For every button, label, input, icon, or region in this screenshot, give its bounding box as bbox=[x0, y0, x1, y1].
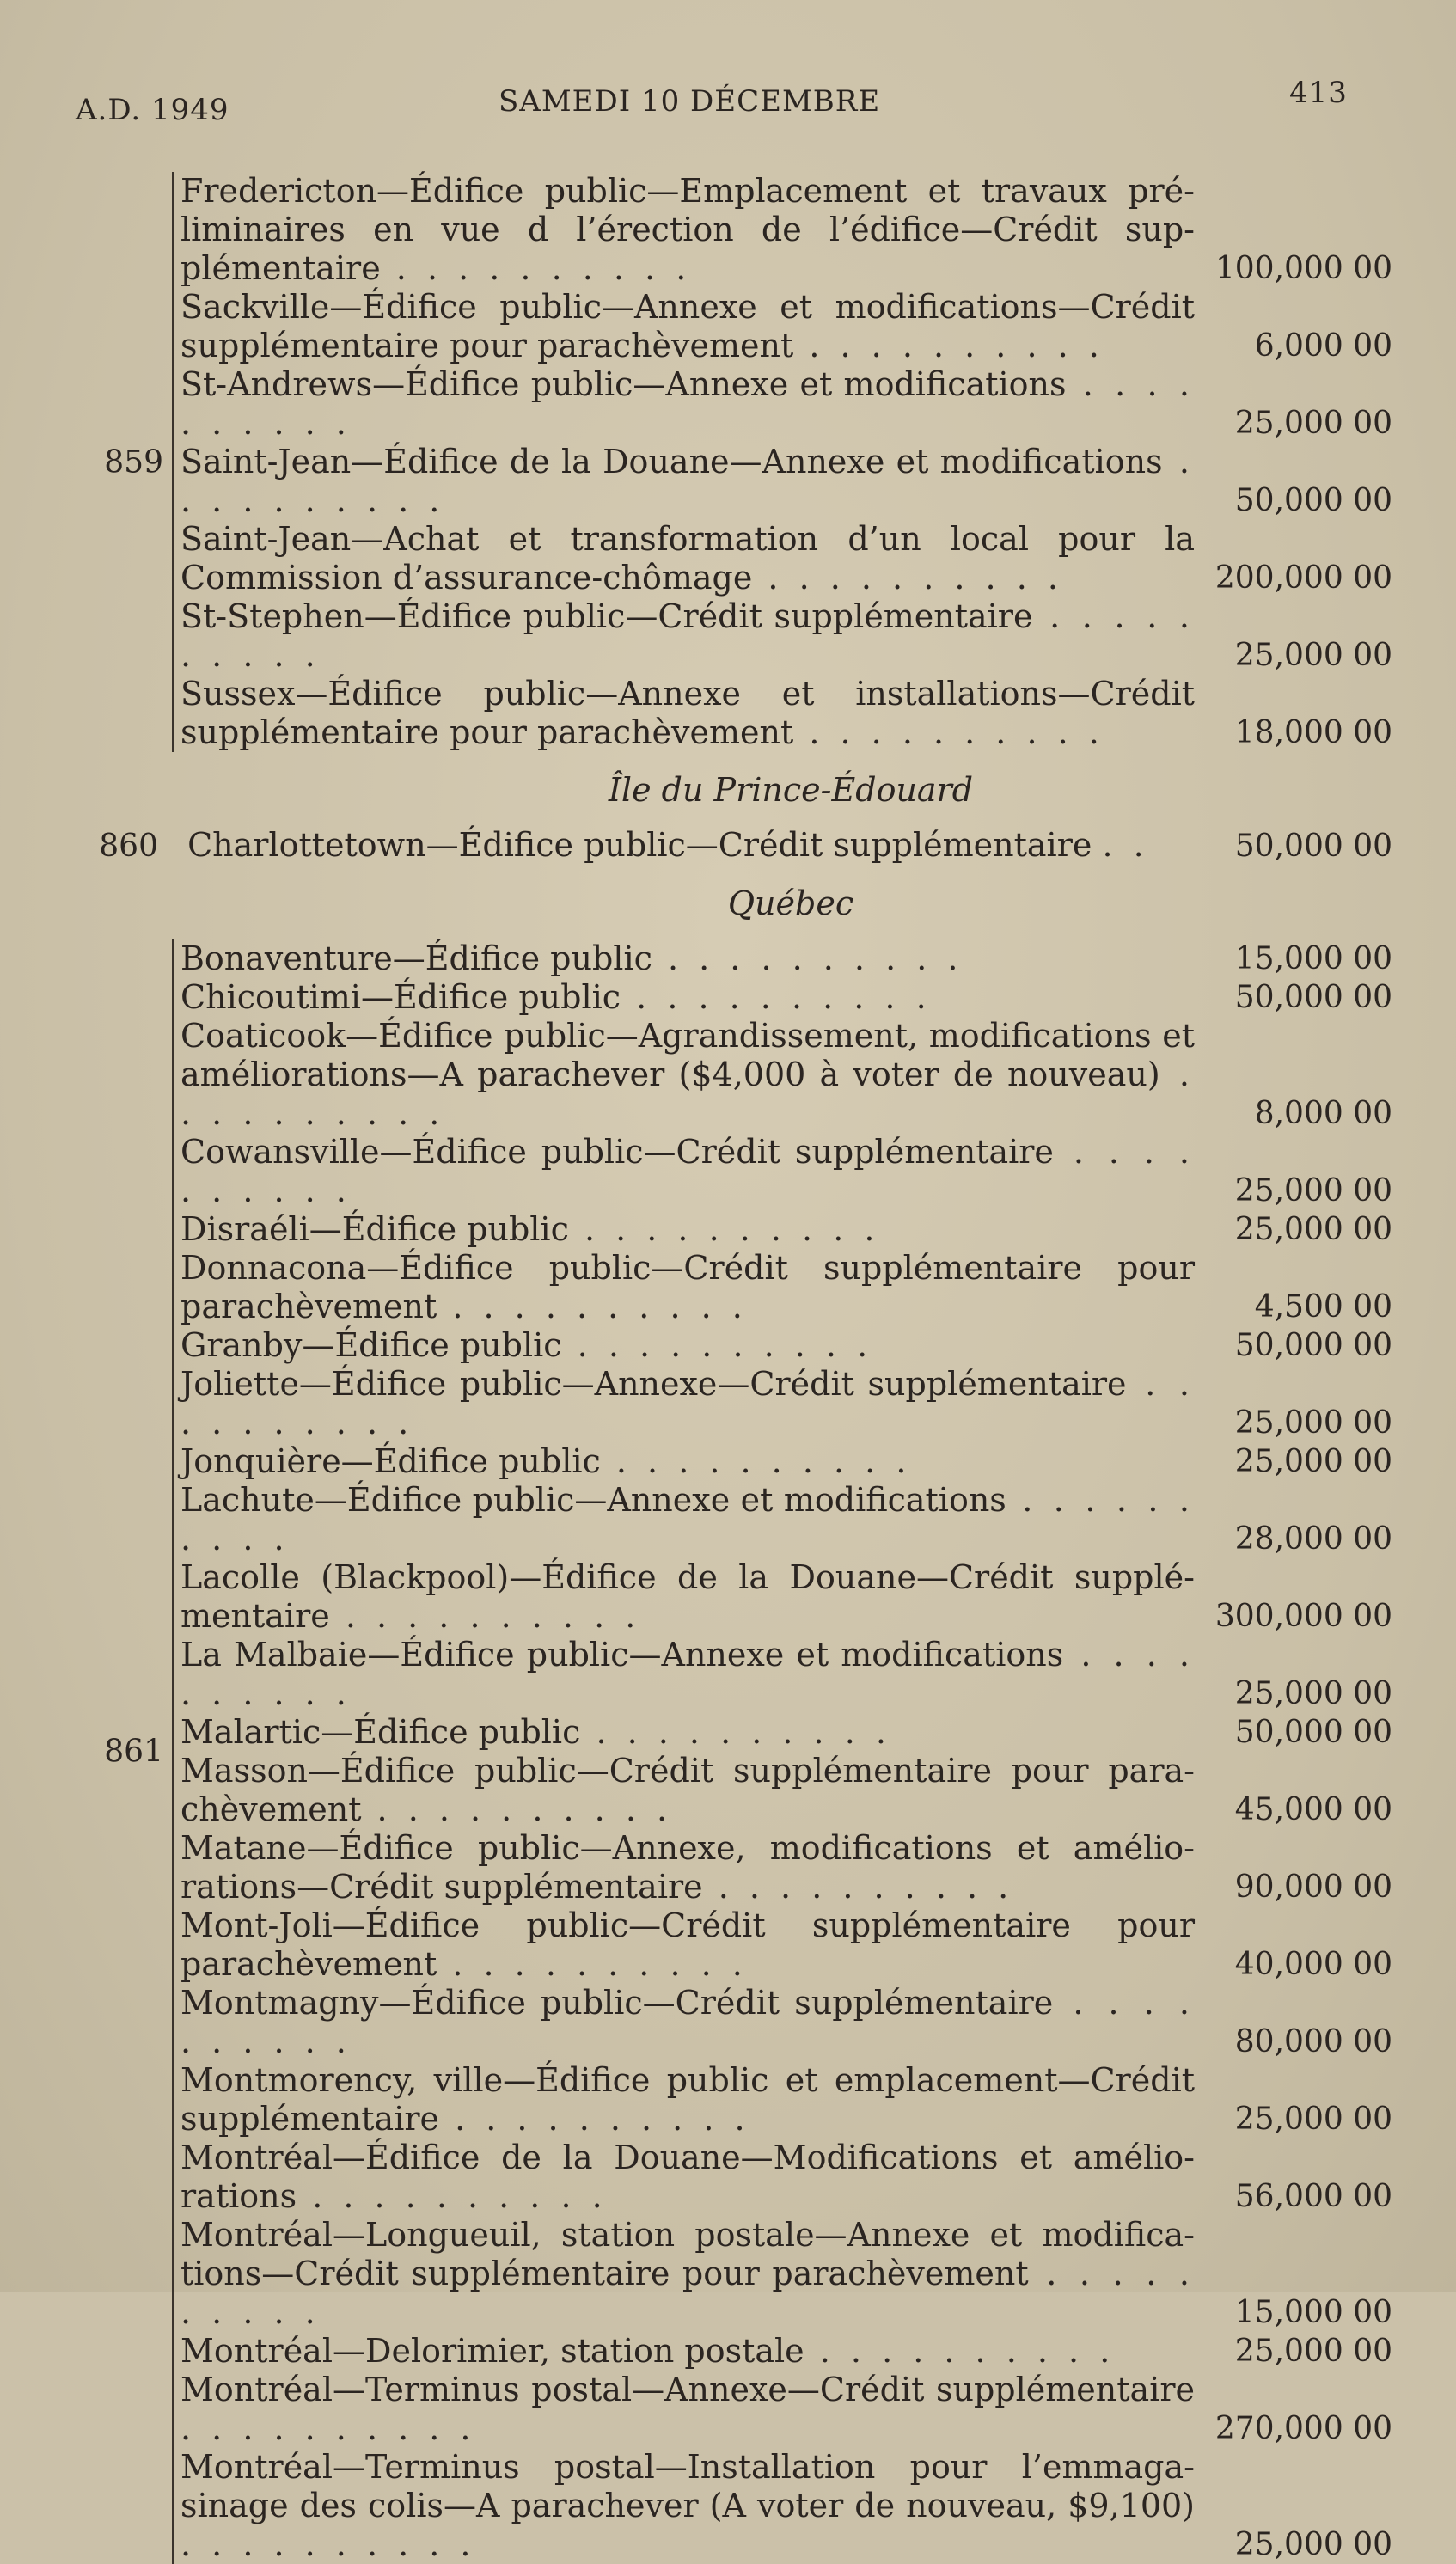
leader-dots: . . . . . . . . . . bbox=[804, 2332, 1116, 2370]
entry-description: Lachute—Édifice public—Annexe et modifications bbox=[180, 1481, 1006, 1519]
estimate-entry bbox=[180, 1984, 1392, 2061]
entry-text bbox=[180, 2139, 1195, 2216]
entry-text bbox=[180, 2448, 1195, 2564]
entry-amount: 270,000 00 bbox=[1214, 2411, 1392, 2446]
entry-amount: 25,000 00 bbox=[1234, 2102, 1392, 2137]
section-title-quebec: Québec bbox=[727, 884, 854, 922]
vote-number: 860 bbox=[99, 829, 158, 864]
leader-dots: . . . . . . . . . . bbox=[361, 1790, 673, 1828]
entry-description: Montréal—Delorimier, station postale bbox=[180, 2332, 804, 2370]
estimate-entry bbox=[180, 1481, 1392, 1558]
entry-amount: 25,000 00 bbox=[1234, 2334, 1392, 2369]
leader-dots: . . . . . . . . . . bbox=[180, 1133, 1195, 1209]
estimate-entry bbox=[180, 1558, 1392, 1636]
entry-text bbox=[180, 172, 1195, 288]
entry-text bbox=[180, 1133, 1195, 1210]
estimate-entry bbox=[180, 1365, 1392, 1442]
entry-description: Lacolle (Blackpool)—Édifice de la Douane—Crédit supplémentaire bbox=[180, 1558, 1195, 1635]
entry-description: Montréal—Terminus postal—Annexe—Crédit supplémentaire bbox=[180, 2371, 1195, 2408]
leader-dots: . . . . . . . . . . bbox=[180, 2525, 476, 2563]
estimate-entry bbox=[180, 2216, 1392, 2332]
leader-dots: . . . . . . . . . . bbox=[793, 327, 1104, 364]
entry-description: Donnacona—Édifice public—Crédit supplémentaire pour parachèvement bbox=[180, 1249, 1195, 1325]
leader-dots: . . . . . . . . . . bbox=[568, 1210, 880, 1248]
entry-amount: 18,000 00 bbox=[1234, 715, 1392, 750]
entry-amount: 56,000 00 bbox=[1234, 2179, 1392, 2214]
estimate-entry bbox=[180, 172, 1392, 288]
estimate-entry bbox=[180, 1133, 1392, 1210]
entry-amount: 15,000 00 bbox=[1234, 941, 1392, 976]
page-header bbox=[0, 76, 1456, 127]
entry-amount: 90,000 00 bbox=[1234, 1869, 1392, 1905]
leader-dots: . . . . . . . . . . bbox=[180, 2255, 1195, 2331]
estimate-entry bbox=[180, 1326, 1392, 1365]
leader-dots: . . . . . . . . . . bbox=[580, 1713, 891, 1751]
entry-text bbox=[180, 597, 1195, 675]
entry-description: Montréal—Longueuil, station postale—Annexe et modifications—Crédit supplémentaire pour parachèvement bbox=[180, 2216, 1195, 2292]
estimate-entry bbox=[180, 365, 1392, 443]
entry-description: La Malbaie—Édifice public—Annexe et modifications bbox=[180, 1636, 1064, 1674]
entry-description: Saint-Jean—Édifice de la Douane—Annexe et modifications bbox=[180, 443, 1163, 480]
leader-dots: . . . . . . . . . . bbox=[180, 443, 1195, 519]
leader-dots: . . . . . . . . . . bbox=[652, 939, 964, 977]
entry-charlottetown bbox=[86, 826, 1392, 866]
entry-amount: 100,000 00 bbox=[1214, 251, 1392, 286]
leader-dots: . . . . . . . . . . bbox=[329, 1597, 641, 1635]
entry-text bbox=[180, 365, 1195, 443]
estimate-entry bbox=[180, 443, 1392, 520]
vote-group-859 bbox=[86, 172, 1392, 752]
entry-amount: 25,000 00 bbox=[1234, 1212, 1392, 1247]
leader-dots: . . . . . . . . . . bbox=[793, 713, 1104, 751]
entry-description: Sussex—Édifice public—Annexe et installations—Crédit supplémentaire pour parachèvement bbox=[180, 675, 1195, 751]
entry-amount: 50,000 00 bbox=[1234, 1328, 1392, 1363]
estimate-entry bbox=[180, 1249, 1392, 1326]
entry-text bbox=[180, 288, 1195, 365]
entry-description: Saint-Jean—Achat et transformation d’un local pour la Commission d’assurance-chômage bbox=[180, 520, 1195, 597]
entry-text bbox=[180, 1752, 1195, 1829]
leader-dots: . . bbox=[1102, 826, 1149, 864]
entry-text: Charlottetown—Édifice public—Crédit supplémentaire bbox=[187, 826, 1092, 864]
estimates-list bbox=[86, 172, 1392, 2564]
entry-description: Montmorency, ville—Édifice public et emplacement—Crédit supplémentaire bbox=[180, 2061, 1195, 2138]
leader-dots: . . . . . . . . . . bbox=[180, 1984, 1195, 2060]
entry-amount: 4,500 00 bbox=[1254, 1289, 1392, 1325]
entry-amount: 15,000 00 bbox=[1234, 2295, 1392, 2330]
estimate-entry bbox=[180, 939, 1392, 978]
entry-amount: 25,000 00 bbox=[1234, 1173, 1392, 1209]
leader-dots: . . . . . . . . . . bbox=[180, 1365, 1195, 1441]
section-title-pei: Île du Prince-Édouard bbox=[608, 771, 974, 809]
leader-dots: . . . . . . . . . . bbox=[752, 559, 1063, 597]
entry-description: Cowansville—Édifice public—Crédit supplémentaire bbox=[180, 1133, 1054, 1171]
estimate-entry bbox=[180, 1636, 1392, 1713]
entry-amount: 50,000 00 bbox=[1234, 1715, 1392, 1750]
estimate-entry bbox=[180, 675, 1392, 752]
entry-description: Disraéli—Édifice public bbox=[180, 1210, 569, 1248]
leader-dots: . . . . . . . . . . bbox=[380, 249, 692, 287]
entry-text bbox=[180, 1442, 1195, 1481]
estimate-entry bbox=[180, 2332, 1392, 2371]
entry-description: Coaticook—Édifice public—Agrandissement, modifications et améliorations—A parachever ($4,000 à voter de nouveau) bbox=[180, 1017, 1195, 1093]
entry-description: Montréal—Édifice de la Douane—Modifications et améliorations bbox=[180, 2139, 1195, 2215]
leader-dots: . . . . . . . . . . bbox=[621, 978, 932, 1016]
entry-text bbox=[180, 675, 1195, 752]
vote-number: 859 bbox=[104, 444, 163, 480]
entry-amount: 6,000 00 bbox=[1254, 328, 1392, 364]
entry-amount: 80,000 00 bbox=[1234, 2024, 1392, 2059]
leader-dots: . . . . . . . . . . bbox=[297, 2177, 608, 2215]
vote-items bbox=[172, 172, 1392, 752]
entry-text bbox=[180, 443, 1195, 520]
entry-description: Joliette—Édifice public—Annexe—Crédit supplémentaire bbox=[180, 1365, 1127, 1403]
estimate-entry bbox=[180, 1906, 1392, 1984]
entry-description: St-Andrews—Édifice public—Annexe et modifications bbox=[180, 365, 1067, 403]
leader-dots: . . . . . . . . . . bbox=[180, 365, 1195, 442]
entry-text bbox=[180, 1210, 1195, 1249]
page-number: 413 bbox=[1289, 76, 1348, 110]
entry-description: Matane—Édifice public—Annexe, modifications et améliorations—Crédit supplémentaire bbox=[180, 1829, 1195, 1906]
entry-description: Masson—Édifice public—Crédit supplémentaire pour parachèvement bbox=[180, 1752, 1195, 1828]
entry-text bbox=[180, 2216, 1195, 2332]
entry-description: Malartic—Édifice public bbox=[180, 1713, 581, 1751]
entry-amount: 25,000 00 bbox=[1234, 1405, 1392, 1441]
estimate-entry bbox=[180, 1210, 1392, 1249]
entry-text bbox=[180, 939, 1195, 978]
entry-text bbox=[180, 1906, 1195, 1984]
vote-items bbox=[172, 939, 1392, 2564]
estimate-entry bbox=[180, 1713, 1392, 1752]
entry-description: Jonquière—Édifice public bbox=[180, 1442, 601, 1480]
leader-dots: . . . . . . . . . . bbox=[180, 597, 1195, 674]
entry-description: Fredericton—Édifice public—Emplacement et travaux préliminaires en vue d l’érection de l’édifice—Crédit supplémentaire bbox=[180, 172, 1195, 287]
estimate-entry bbox=[180, 2061, 1392, 2139]
entry-description: Montmagny—Édifice public—Crédit supplémentaire bbox=[180, 1984, 1054, 2022]
entry-text bbox=[180, 2371, 1195, 2448]
estimate-entry bbox=[180, 978, 1392, 1017]
entry-description: St-Stephen—Édifice public—Crédit supplémentaire bbox=[180, 597, 1033, 635]
estimate-entry bbox=[180, 2139, 1392, 2216]
estimate-entry bbox=[180, 1442, 1392, 1481]
entry-description: Granby—Édifice public bbox=[180, 1326, 562, 1364]
entry-amount: 50,000 00 bbox=[1234, 829, 1392, 864]
entry-text bbox=[180, 1829, 1195, 1906]
leader-dots: . . . . . . . . . . bbox=[180, 2409, 476, 2447]
leader-dots: . . . . . . . . . . bbox=[180, 1636, 1195, 1712]
estimate-entry bbox=[180, 1752, 1392, 1829]
entry-amount: 25,000 00 bbox=[1234, 406, 1392, 441]
header-year: A.D. 1949 bbox=[76, 93, 229, 127]
entry-description: Mont-Joli—Édifice public—Crédit supplémentaire pour parachèvement bbox=[180, 1906, 1195, 1983]
entry-amount: 45,000 00 bbox=[1234, 1792, 1392, 1827]
estimate-entry bbox=[180, 597, 1392, 675]
estimate-entry bbox=[180, 1017, 1392, 1133]
leader-dots: . . . . . . . . . . bbox=[180, 1056, 1195, 1132]
leader-dots: . . . . . . . . . . bbox=[437, 1945, 748, 1983]
entry-description: Chicoutimi—Édifice public bbox=[180, 978, 621, 1016]
entry-amount: 25,000 00 bbox=[1234, 638, 1392, 673]
entry-amount: 50,000 00 bbox=[1234, 980, 1392, 1015]
entry-description: Sackville—Édifice public—Annexe et modifications—Crédit supplémentaire pour parachèvement bbox=[180, 288, 1195, 364]
leader-dots: . . . . . . . . . . bbox=[600, 1442, 912, 1480]
entry-amount: 8,000 00 bbox=[1254, 1096, 1392, 1131]
vote-number: 861 bbox=[104, 1734, 163, 1770]
entry-text bbox=[180, 978, 1195, 1017]
entry-amount: 28,000 00 bbox=[1234, 1521, 1392, 1557]
leader-dots: . . . . . . . . . . bbox=[702, 1868, 1014, 1906]
entry-text bbox=[180, 1713, 1195, 1752]
entry-amount: 40,000 00 bbox=[1234, 1947, 1392, 1982]
entry-amount: 25,000 00 bbox=[1234, 1444, 1392, 1479]
estimate-entry bbox=[180, 288, 1392, 365]
header-date: SAMEDI 10 DÉCEMBRE bbox=[499, 84, 881, 119]
entry-text bbox=[180, 1636, 1195, 1713]
entry-description: Bonaventure—Édifice public bbox=[180, 939, 652, 977]
entry-text bbox=[180, 1326, 1195, 1365]
entry-description: Montréal—Terminus postal—Installation pour l’emmagasinage des colis—A parachever (A voter de nouveau, $9,100) bbox=[180, 2448, 1195, 2524]
entry-text bbox=[180, 1481, 1195, 1558]
entry-amount: 25,000 00 bbox=[1234, 1676, 1392, 1711]
estimate-entry bbox=[180, 1829, 1392, 1906]
entry-text bbox=[180, 520, 1195, 597]
entry-text bbox=[180, 1017, 1195, 1133]
leader-dots: . . . . . . . . . . bbox=[180, 1481, 1195, 1557]
entry-text bbox=[180, 1558, 1195, 1636]
entry-amount: 50,000 00 bbox=[1234, 483, 1392, 518]
estimate-entry bbox=[180, 520, 1392, 597]
entry-amount: 300,000 00 bbox=[1214, 1599, 1392, 1634]
entry-text bbox=[180, 1984, 1195, 2061]
estimate-entry bbox=[180, 2448, 1392, 2564]
entry-amount: 25,000 00 bbox=[1234, 2527, 1392, 2562]
vote-group-861 bbox=[86, 939, 1392, 2564]
leader-dots: . . . . . . . . . . bbox=[561, 1326, 873, 1364]
entry-text bbox=[180, 1249, 1195, 1326]
leader-dots: . . . . . . . . . . bbox=[437, 1288, 748, 1325]
estimate-entry bbox=[180, 2371, 1392, 2448]
entry-amount: 200,000 00 bbox=[1214, 560, 1392, 596]
entry-text bbox=[180, 1365, 1195, 1442]
entry-text bbox=[180, 2332, 1195, 2371]
leader-dots: . . . . . . . . . . bbox=[439, 2100, 750, 2138]
entry-text bbox=[180, 2061, 1195, 2139]
